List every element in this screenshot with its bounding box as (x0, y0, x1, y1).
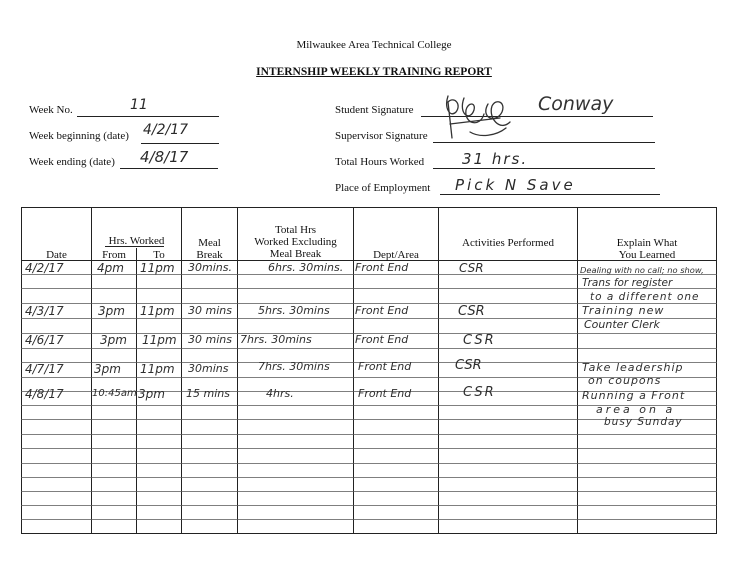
row1-dept: Front End (355, 261, 409, 274)
week-ending-label: Week ending (date) (29, 156, 115, 168)
row1-activity: CSR (459, 261, 484, 275)
learned-line-3: to a different one (590, 291, 700, 303)
row3-dept: Front End (355, 333, 409, 346)
row1-total: 6hrs. 30mins. (268, 261, 344, 274)
row5-meal: 15 mins (186, 387, 230, 400)
row5-to: 3pm (138, 387, 165, 401)
header-activities: Activities Performed (462, 237, 554, 249)
learned-line-8: Running a Front (582, 389, 686, 402)
row5-date: 4/8/17 (25, 387, 64, 401)
week-ending-value: 4/8/17 (140, 148, 189, 166)
row5-from: 10:45am (92, 388, 137, 399)
header-dept-area: Dept/Area (373, 249, 419, 261)
row4-meal: 30mins (188, 362, 229, 375)
total-hours-value: 31 hrs. (462, 150, 529, 168)
row5-total: 4hrs. (266, 387, 294, 400)
row3-date: 4/6/17 (25, 333, 64, 347)
place-of-employment-value: Pick N Save (455, 176, 576, 194)
row1-to: 11pm (140, 261, 175, 275)
header-from: From (102, 249, 126, 261)
learned-line-7: on coupons (588, 374, 662, 387)
row1-date: 4/2/17 (25, 261, 64, 275)
row4-date: 4/7/17 (25, 362, 64, 376)
row3-from: 3pm (100, 333, 127, 347)
report-title: INTERNSHIP WEEKLY TRAINING REPORT (256, 66, 492, 78)
header-to: To (153, 249, 165, 261)
week-no-label: Week No. (29, 104, 73, 116)
row5-activity: CSR (463, 385, 496, 400)
learned-line-6: Take leadership (582, 361, 684, 374)
row4-dept: Front End (358, 360, 412, 373)
week-no-value: 11 (130, 97, 148, 113)
row3-total: 7hrs. 30mins (240, 333, 312, 346)
row3-meal: 30 mins (188, 333, 232, 346)
header-hrs-worked: Hrs. Worked (108, 235, 165, 247)
learned-line-2: Trans for register (582, 277, 673, 289)
learned-line-10: busy Sunday (604, 416, 683, 428)
row5-dept: Front End (358, 387, 412, 400)
row2-date: 4/3/17 (25, 304, 64, 318)
row2-total: 5hrs. 30mins (258, 304, 330, 317)
learned-line-1: Dealing with no call; no show, (580, 265, 704, 275)
place-of-employment-label: Place of Employment (335, 182, 431, 194)
row2-from: 3pm (98, 304, 125, 318)
college-name: Milwaukee Area Technical College (296, 39, 452, 51)
total-hours-label: Total Hours Worked (335, 156, 425, 168)
row4-to: 11pm (140, 362, 175, 376)
row2-to: 11pm (140, 304, 175, 318)
row4-from: 3pm (94, 362, 121, 376)
learned-line-5: Counter Clerk (584, 318, 660, 331)
row2-meal: 30 mins (188, 304, 232, 317)
row3-activity: CSR (463, 333, 496, 348)
signature-text: Conway (538, 93, 614, 115)
row2-dept: Front End (355, 304, 409, 317)
header-meal-break: Meal Break (196, 237, 223, 261)
row2-activity: CSR (458, 304, 485, 319)
row3-to: 11pm (142, 333, 177, 347)
row1-meal: 30mins. (188, 261, 232, 274)
supervisor-signature-label: Supervisor Signature (335, 130, 428, 142)
week-beginning-value: 4/2/17 (143, 122, 189, 138)
header-explain: Explain What You Learned (616, 237, 678, 261)
learned-line-9: area on a (596, 403, 676, 416)
week-beginning-label: Week beginning (date) (29, 130, 129, 142)
row4-activity: CSR (455, 358, 482, 373)
student-signature-label: Student Signature (335, 104, 414, 116)
row4-total: 7hrs. 30mins (258, 360, 330, 373)
header-total-hrs: Total Hrs Worked Excluding Meal Break (254, 224, 337, 260)
header-date: Date (46, 249, 67, 261)
row1-from: 4pm (97, 261, 124, 275)
learned-line-4: Training new (582, 304, 665, 317)
